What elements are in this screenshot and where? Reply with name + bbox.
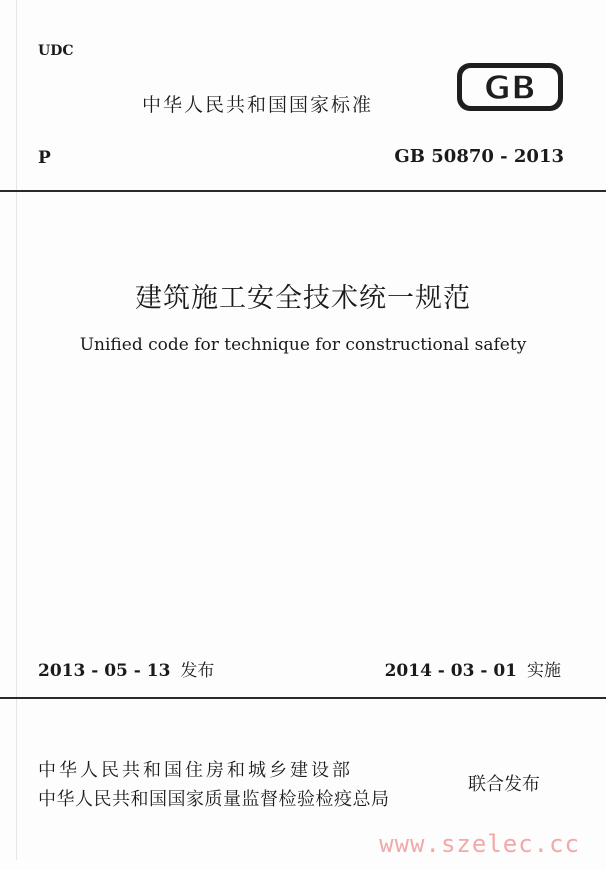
issue-date: 2013 - 05 - 13 [38, 661, 171, 681]
effective-date-line [385, 656, 561, 681]
effective-date: 2014 - 03 - 01 [384, 661, 517, 681]
effective-label: 实施 [527, 661, 561, 681]
issue-label: 发布 [180, 661, 215, 681]
page-edge-line [16, 0, 17, 860]
joint-publish-label: 联合发布 [468, 774, 540, 795]
gb-logo-text: GB [483, 68, 537, 107]
publisher-aqsiq: 中华人民共和国国家质量监督检验检疫总局 [38, 789, 390, 810]
gb-logo [456, 62, 564, 112]
top-divider [0, 190, 606, 192]
bottom-divider [0, 697, 606, 699]
issue-date-line [38, 656, 214, 681]
publisher-ministry: 中华人民共和国住房和城乡建设部 [38, 760, 353, 781]
udc-label: UDC [38, 43, 74, 59]
site-watermark: www.szelec.cc [379, 830, 580, 858]
category-label: P [38, 148, 51, 168]
national-standard-heading: 中华人民共和国国家标准 [142, 94, 374, 116]
standard-code: GB 50870 - 2013 [394, 146, 564, 167]
title-english: Unified code for technique for constructional safety [79, 335, 527, 355]
title-chinese: 建筑施工安全技术统一规范 [135, 283, 471, 314]
